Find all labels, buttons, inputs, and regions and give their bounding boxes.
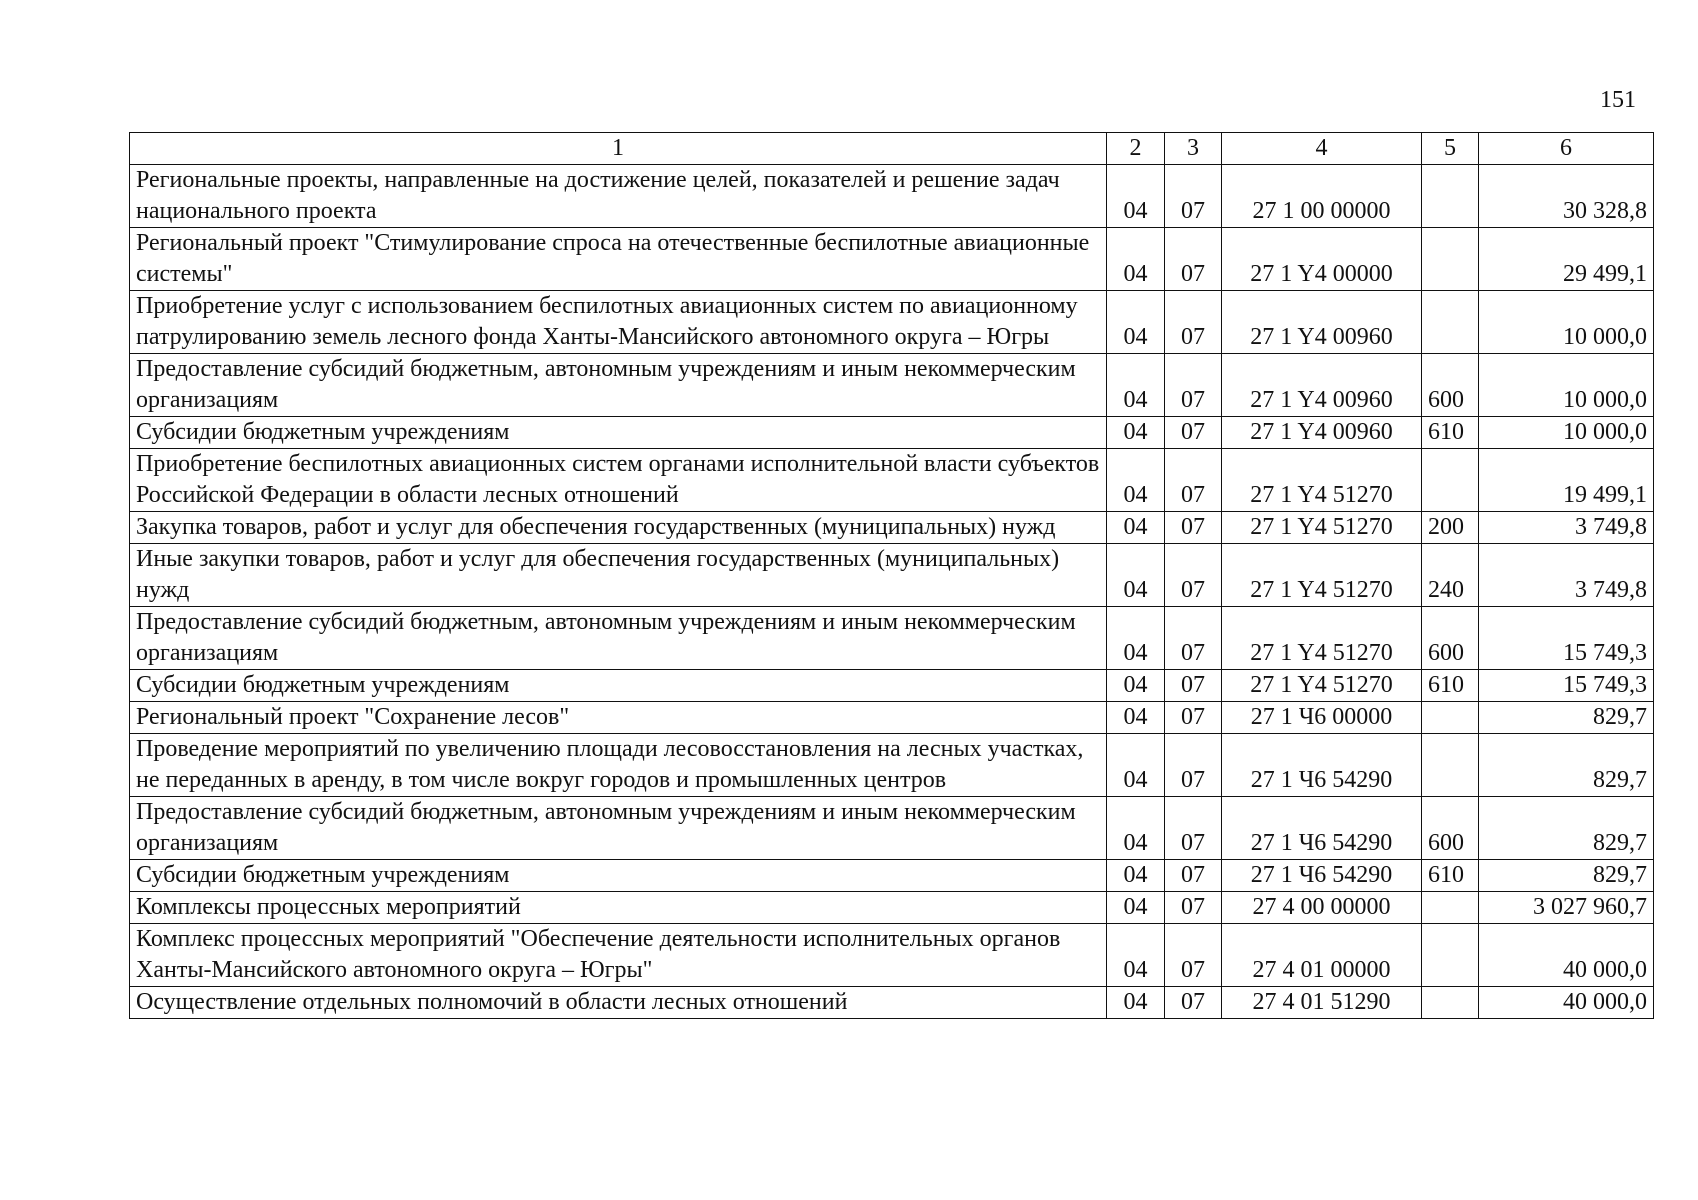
row-target-code: 27 1 00 00000 <box>1222 165 1422 228</box>
row-target-code: 27 4 01 00000 <box>1222 924 1422 987</box>
row-name: Региональный проект "Сохранение лесов" <box>130 702 1107 734</box>
row-name: Закупка товаров, работ и услуг для обеспечения государственных (муниципальных) нужд <box>130 512 1107 544</box>
row-amount: 3 749,8 <box>1479 544 1654 607</box>
row-amount: 19 499,1 <box>1479 449 1654 512</box>
row-amount: 10 000,0 <box>1479 417 1654 449</box>
row-name: Приобретение услуг с использованием беспилотных авиационных систем по авиационному патрулированию земель лесного фонда Ханты-Мансийского автономного округа – Югры <box>130 291 1107 354</box>
row-target-code: 27 1 Ч6 00000 <box>1222 702 1422 734</box>
row-expense-type <box>1422 734 1479 797</box>
row-expense-type <box>1422 291 1479 354</box>
table-header-row <box>130 133 1654 165</box>
row-expense-type: 600 <box>1422 354 1479 417</box>
row-amount: 29 499,1 <box>1479 228 1654 291</box>
row-subsection: 07 <box>1165 860 1222 892</box>
row-section: 04 <box>1107 449 1165 512</box>
row-section: 04 <box>1107 924 1165 987</box>
row-amount: 3 749,8 <box>1479 512 1654 544</box>
row-name: Иные закупки товаров, работ и услуг для обеспечения государственных (муниципальных) нужд <box>130 544 1107 607</box>
row-section: 04 <box>1107 987 1165 1019</box>
table-row <box>130 702 1654 734</box>
row-expense-type: 600 <box>1422 607 1479 670</box>
row-amount: 829,7 <box>1479 702 1654 734</box>
row-amount: 40 000,0 <box>1479 987 1654 1019</box>
row-amount: 829,7 <box>1479 734 1654 797</box>
row-target-code: 27 1 Y4 51270 <box>1222 544 1422 607</box>
row-name: Региональные проекты, направленные на достижение целей, показателей и решение задач национального проекта <box>130 165 1107 228</box>
table-row <box>130 924 1654 987</box>
row-name: Комплекс процессных мероприятий "Обеспечение деятельности исполнительных органов Ханты-Мансийского автономного округа – Югры" <box>130 924 1107 987</box>
row-subsection: 07 <box>1165 797 1222 860</box>
page-number: 151 <box>1600 87 1636 113</box>
row-section: 04 <box>1107 860 1165 892</box>
row-subsection: 07 <box>1165 987 1222 1019</box>
row-name: Предоставление субсидий бюджетным, автономным учреждениям и иным некоммерческим организациям <box>130 797 1107 860</box>
row-name: Региональный проект "Стимулирование спроса на отечественные беспилотные авиационные системы" <box>130 228 1107 291</box>
row-expense-type <box>1422 924 1479 987</box>
row-expense-type: 600 <box>1422 797 1479 860</box>
header-cell-4: 4 <box>1222 133 1422 165</box>
row-target-code: 27 1 Y4 00960 <box>1222 354 1422 417</box>
table-row <box>130 291 1654 354</box>
row-expense-type <box>1422 228 1479 291</box>
row-section: 04 <box>1107 165 1165 228</box>
row-amount: 30 328,8 <box>1479 165 1654 228</box>
header-cell-2: 2 <box>1107 133 1165 165</box>
row-target-code: 27 1 Y4 00000 <box>1222 228 1422 291</box>
row-amount: 829,7 <box>1479 860 1654 892</box>
row-target-code: 27 1 Ч6 54290 <box>1222 797 1422 860</box>
row-target-code: 27 4 01 51290 <box>1222 987 1422 1019</box>
table-row <box>130 607 1654 670</box>
row-name: Субсидии бюджетным учреждениям <box>130 670 1107 702</box>
row-expense-type <box>1422 987 1479 1019</box>
row-target-code: 27 1 Y4 00960 <box>1222 417 1422 449</box>
row-name: Предоставление субсидий бюджетным, автономным учреждениям и иным некоммерческим организациям <box>130 607 1107 670</box>
row-subsection: 07 <box>1165 417 1222 449</box>
row-section: 04 <box>1107 734 1165 797</box>
row-target-code: 27 1 Y4 51270 <box>1222 512 1422 544</box>
row-section: 04 <box>1107 291 1165 354</box>
row-expense-type <box>1422 702 1479 734</box>
table-row <box>130 734 1654 797</box>
row-subsection: 07 <box>1165 924 1222 987</box>
table-row <box>130 544 1654 607</box>
row-amount: 40 000,0 <box>1479 924 1654 987</box>
row-section: 04 <box>1107 228 1165 291</box>
row-section: 04 <box>1107 670 1165 702</box>
row-expense-type <box>1422 165 1479 228</box>
row-subsection: 07 <box>1165 165 1222 228</box>
row-section: 04 <box>1107 544 1165 607</box>
row-target-code: 27 1 Y4 51270 <box>1222 607 1422 670</box>
row-section: 04 <box>1107 417 1165 449</box>
budget-table <box>129 132 1654 1019</box>
row-subsection: 07 <box>1165 702 1222 734</box>
row-subsection: 07 <box>1165 449 1222 512</box>
row-amount: 15 749,3 <box>1479 607 1654 670</box>
row-name: Субсидии бюджетным учреждениям <box>130 860 1107 892</box>
row-target-code: 27 1 Ч6 54290 <box>1222 860 1422 892</box>
row-subsection: 07 <box>1165 607 1222 670</box>
row-section: 04 <box>1107 892 1165 924</box>
row-expense-type: 200 <box>1422 512 1479 544</box>
row-section: 04 <box>1107 607 1165 670</box>
table-row <box>130 228 1654 291</box>
row-subsection: 07 <box>1165 512 1222 544</box>
table-row <box>130 165 1654 228</box>
header-cell-6: 6 <box>1479 133 1654 165</box>
row-target-code: 27 1 Y4 00960 <box>1222 291 1422 354</box>
row-expense-type: 610 <box>1422 860 1479 892</box>
row-expense-type: 610 <box>1422 670 1479 702</box>
row-expense-type: 610 <box>1422 417 1479 449</box>
row-amount: 829,7 <box>1479 797 1654 860</box>
table-row <box>130 354 1654 417</box>
row-subsection: 07 <box>1165 228 1222 291</box>
table-row <box>130 449 1654 512</box>
table-row <box>130 860 1654 892</box>
row-section: 04 <box>1107 702 1165 734</box>
row-subsection: 07 <box>1165 670 1222 702</box>
row-expense-type: 240 <box>1422 544 1479 607</box>
table-row <box>130 417 1654 449</box>
row-target-code: 27 1 Y4 51270 <box>1222 449 1422 512</box>
header-cell-3: 3 <box>1165 133 1222 165</box>
row-section: 04 <box>1107 512 1165 544</box>
row-expense-type <box>1422 892 1479 924</box>
row-subsection: 07 <box>1165 892 1222 924</box>
table-row <box>130 670 1654 702</box>
row-amount: 10 000,0 <box>1479 354 1654 417</box>
row-name: Субсидии бюджетным учреждениям <box>130 417 1107 449</box>
row-name: Приобретение беспилотных авиационных систем органами исполнительной власти субъектов Российской Федерации в области лесных отношений <box>130 449 1107 512</box>
table-row <box>130 797 1654 860</box>
row-section: 04 <box>1107 354 1165 417</box>
table-row <box>130 987 1654 1019</box>
row-amount: 15 749,3 <box>1479 670 1654 702</box>
row-amount: 10 000,0 <box>1479 291 1654 354</box>
table-row <box>130 892 1654 924</box>
row-expense-type <box>1422 449 1479 512</box>
row-name: Осуществление отдельных полномочий в области лесных отношений <box>130 987 1107 1019</box>
header-cell-1: 1 <box>130 133 1107 165</box>
row-target-code: 27 1 Ч6 54290 <box>1222 734 1422 797</box>
row-subsection: 07 <box>1165 291 1222 354</box>
row-amount: 3 027 960,7 <box>1479 892 1654 924</box>
table-row <box>130 512 1654 544</box>
row-subsection: 07 <box>1165 734 1222 797</box>
row-subsection: 07 <box>1165 354 1222 417</box>
header-cell-5: 5 <box>1422 133 1479 165</box>
row-target-code: 27 4 00 00000 <box>1222 892 1422 924</box>
row-subsection: 07 <box>1165 544 1222 607</box>
row-name: Предоставление субсидий бюджетным, автономным учреждениям и иным некоммерческим организациям <box>130 354 1107 417</box>
row-target-code: 27 1 Y4 51270 <box>1222 670 1422 702</box>
row-name: Комплексы процессных мероприятий <box>130 892 1107 924</box>
row-name: Проведение мероприятий по увеличению площади лесовосстановления на лесных участках, не переданных в аренду, в том числе вокруг городов и промышленных центров <box>130 734 1107 797</box>
row-section: 04 <box>1107 797 1165 860</box>
